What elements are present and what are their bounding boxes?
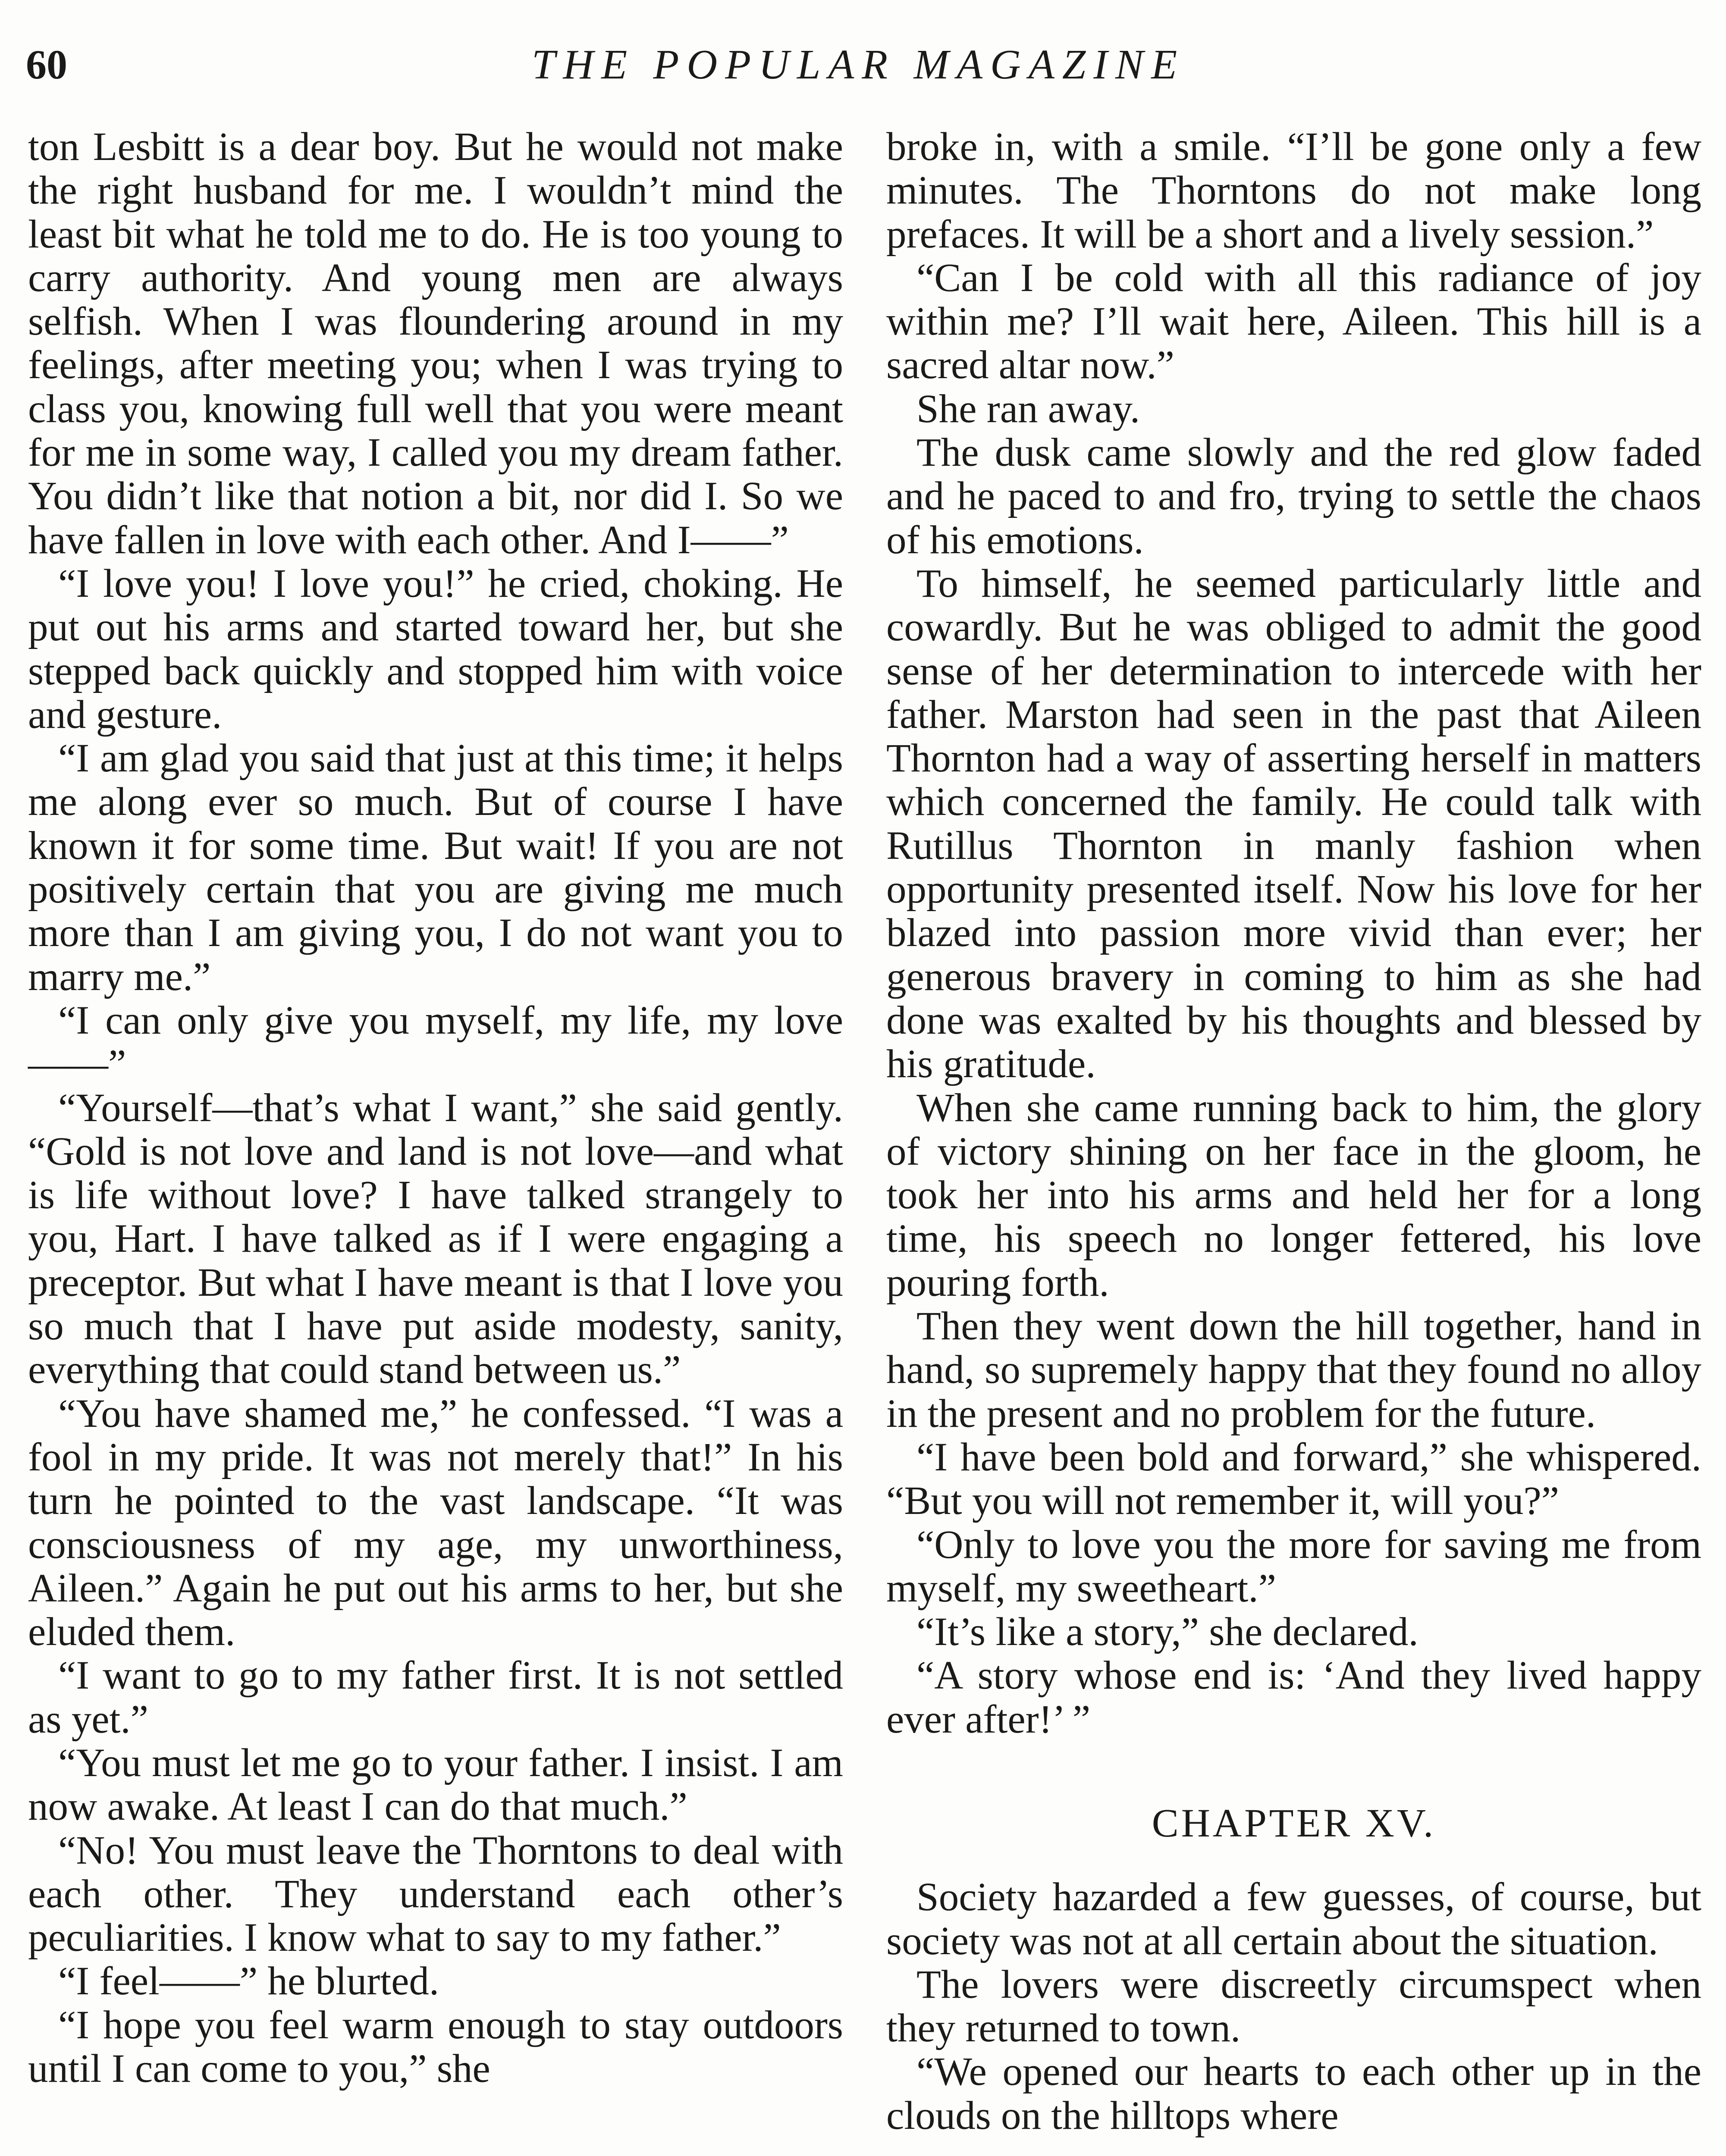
paragraph: When she came running back to him, the glory of victory shining on her face in the gloom, he took her into his arms and held her for a long time, his speech no longer fettered, his love pouring forth. — [886, 1085, 1701, 1305]
chapter-spacer — [886, 1741, 1701, 1802]
paragraph: “We opened our hearts to each other up in the clouds on the hilltops where — [886, 2049, 1701, 2138]
paragraph: “No! You must leave the Thorntons to deal with each other. They understand each other’s peculiarities. I know what to say to my father.” — [28, 1828, 843, 1960]
paragraph: She ran away. — [916, 386, 1140, 431]
paragraph: To himself, he seemed particularly little and cowardly. But he was obliged to admit the good sense of her determination to intercede with her father. Marston had seen in the past that Aileen Thornton had a way of asserting herself in matters which concerned the family. He could talk with Rutillus Thornton in manly fashion when opportunity presented itself. Now his love for her blazed into passion more vivid than ever; her generous bravery in coming to him as she had done was exalted by his thoughts and blessed by his gratitude. — [886, 561, 1701, 1087]
paragraph: “Can I be cold with all this radiance of joy within me? I’ll wait here, Aileen. This hill is a sacred altar now.” — [886, 255, 1701, 388]
paragraph: “You must let me go to your father. I insist. I am now awake. At least I can do that much.” — [28, 1740, 843, 1829]
paragraph: “You have shamed me,” he confessed. “I was a fool in my pride. It was not merely that!” In his turn he pointed to the vast landscape. “It was consciousness of my age, my unworthiness, Aileen.” Again he put out his arms to her, but she eluded them. — [28, 1391, 843, 1655]
paragraph: “I hope you feel warm enough to stay outdoors until I can come to you,” she — [28, 2002, 843, 2091]
chapter-heading: CHAPTER XV. — [1152, 1801, 1436, 1846]
paragraph: “I am glad you said that just at this time; it helps me along ever so much. But of course I have known it for some time. But wait! If you are not positively certain that you are giving me much more than I am giving you, I do not want you to marry me.” — [28, 736, 843, 999]
page-number: 60 — [26, 41, 67, 88]
paragraph: The lovers were discreetly circumspect when they returned to town. — [886, 1962, 1701, 2051]
paragraph: “Yourself—that’s what I want,” she said gently. “Gold is not love and land is not love—and what is life without love? I have talked strangely to you, Hart. I have talked as if I were engaging a preceptor. But what I have meant is that I love you so much that I have put aside modesty, sanity, everything that could stand between us.” — [28, 1085, 843, 1392]
paragraph: “I want to go to my father first. It is not settled as yet.” — [28, 1653, 843, 1742]
chapter-spacer — [886, 1845, 1701, 1875]
paragraph: broke in, with a smile. “I’ll be gone only a few minutes. The Thorntons do not make long prefaces. It will be a short and a lively session.” — [886, 125, 1701, 257]
running-head: THE POPULAR MAGAZINE — [531, 41, 1185, 88]
paragraph: ton Lesbitt is a dear boy. But he would not make the right husband for me. I wouldn’t mind the least bit what he told me to do. He is too young to carry authority. And young men are always selfish. When I was floundering around in my feelings, after meeting you; when I was trying to class you, knowing full well that you were meant for me in some way, I called you my dream father. You didn’t like that notion a bit, nor did I. So we have fallen in love with each other. And I——” — [28, 125, 843, 562]
right-column — [886, 125, 1701, 2137]
paragraph: “I feel——” he blurted. — [58, 1959, 439, 2004]
paragraph: “It’s like a story,” she declared. — [916, 1610, 1418, 1655]
paragraph: Then they went down the hill together, hand in hand, so supremely happy that they found no alloy in the present and no problem for the future. — [886, 1304, 1701, 1436]
paragraph: “A story whose end is: ‘And they lived happy ever after!’ ” — [886, 1653, 1701, 1742]
paragraph: Society hazarded a few guesses, of course, but society was not at all certain about the situation. — [886, 1875, 1701, 1963]
page-header — [17, 39, 1699, 91]
paragraph: “I love you! I love you!” he cried, choking. He put out his arms and started toward her, but she stepped back quickly and stopped him with voice and gesture. — [28, 561, 843, 737]
left-column — [28, 125, 843, 2090]
paragraph: The dusk came slowly and the red glow faded and he paced to and fro, trying to settle the chaos of his emotions. — [886, 430, 1701, 562]
paragraph: “Only to love you the more for saving me from myself, my sweetheart.” — [886, 1522, 1701, 1611]
paragraph: “I have been bold and forward,” she whispered. “But you will not remember it, will you?” — [886, 1435, 1701, 1523]
paragraph: “I can only give you myself, my life, my love——” — [28, 998, 843, 1087]
